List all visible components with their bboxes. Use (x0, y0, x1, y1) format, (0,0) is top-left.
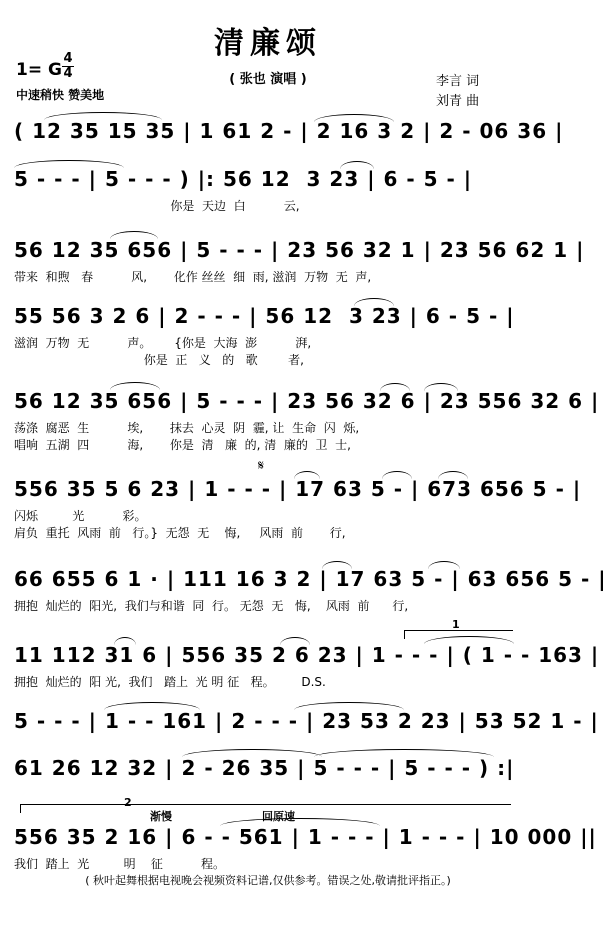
a-tempo-mark: 回原速 (262, 810, 295, 823)
slur-mark (380, 383, 410, 391)
transcription-note: ( 秋叶起舞根据电视晚会视频资料记谱,仅供参考。错误之处,敬请批评指正。) (85, 874, 451, 887)
ritardando-mark: 渐慢 (150, 810, 172, 823)
lyric-line-1: 荡涤 腐恶 生 埃, 抹去 心灵 阴 霾, 让 生命 闪 烁, (14, 421, 360, 435)
volta-number-1: 1 (452, 618, 460, 631)
score-row-5 (14, 388, 600, 468)
lyric-line-1: 拥抱 灿烂的 阳 光, 我们 踏上 光 明 征 程。 D.S. (14, 675, 326, 689)
meter-bottom: 4 (63, 66, 73, 81)
meter-top: 4 (63, 51, 73, 66)
slur-mark (428, 561, 460, 569)
notation-line: 56 12 35 656 | 5 - - - | 23 56 32 6 | 23 556 32 6 | (14, 389, 600, 413)
slur-mark (322, 561, 352, 569)
notation-line: 11 112 31 6 | 556 35 2 6 23 | 1 - - - | ( 1 - - 163 | (14, 643, 600, 667)
lyric-line-2: 肩负 重托 风雨 前 行。} 无怨 无 悔, 风雨 前 行, (14, 526, 346, 540)
notation-line: 56 12 35 656 | 5 - - - | 23 56 32 1 | 23 56 62 1 | (14, 238, 585, 262)
lyric-line-1: 拥抱 灿烂的 阳光, 我们与和谐 同 行。 无怨 无 悔, 风雨 前 行, (14, 599, 409, 613)
notation-line: 61 26 12 32 | 2 - 26 35 | 5 - - - | 5 - - - ) :| (14, 756, 515, 780)
notation-line: 556 35 2 16 | 6 - - 561 | 1 - - - | 1 - - - | 10 000 || (14, 825, 597, 849)
lyric-line-1: 你是 天边 白 云, (14, 199, 300, 213)
notation-line: 55 56 3 2 6 | 2 - - - | 56 12 3 23 | 6 - 5 - | (14, 304, 515, 328)
key-signature: 1= G (16, 60, 62, 80)
slur-mark (44, 112, 162, 120)
volta-number-2: 2 (124, 796, 132, 809)
notation-line: 5 - - - | 1 - - 161 | 2 - - - | 23 53 2 23 | 53 52 1 - | (14, 709, 599, 733)
lyric-line-1: 带来 和煦 春 风, 化作 丝丝 细 雨, 滋润 万物 无 声, (14, 270, 372, 284)
score-row-4 (14, 303, 524, 383)
lyric-line-1: 闪烁 光 彩。 (14, 509, 147, 523)
score-row-2 (14, 166, 524, 246)
slur-mark (110, 382, 160, 390)
tempo-marking: 中速稍快 赞美地 (16, 88, 105, 102)
lyric-line-2: 唱响 五湖 四 海, 你是 清 廉 的, 清 廉的 卫 士, (14, 438, 351, 452)
lyric-line-1: 滋润 万物 无 声。 {你是 大海 澎 湃, (14, 336, 312, 350)
slur-mark (314, 114, 394, 122)
slur-mark (294, 471, 320, 479)
score-row-11 (14, 824, 597, 904)
notation-line: 5 - - - | 5 - - - ) |: 56 12 3 23 | 6 - 5 - | (14, 167, 473, 191)
notation-line: ( 12 35 15 35 | 1 61 2 - | 2 16 3 2 | 2 - 06 36 | (14, 119, 564, 143)
lyricist-credit: 李言 词 (436, 74, 480, 89)
lyric-line-1: 我们 踏上 光 明 征 程。 (14, 857, 225, 871)
singer-credit: ( 张也 演唱 ) (229, 72, 307, 87)
slur-mark (438, 471, 468, 479)
slur-mark (424, 383, 458, 391)
notation-line: 66 655 6 1 · | 111 16 3 2 | 17 63 5 - | 63 656 5 - | (14, 567, 607, 591)
slur-mark (382, 471, 412, 479)
song-title: 清廉颂 (214, 26, 322, 61)
composer-credit: 刘青 曲 (436, 94, 480, 109)
notation-line: 556 35 5 6 23 | 1 - - - | 17 63 5 - | 673 656 5 - | (14, 477, 582, 501)
score-row-6 (14, 476, 582, 556)
lyric-line-2: 你是 正 义 的 歌 者, (14, 353, 304, 367)
segno-sign: 𝄋 (258, 458, 265, 474)
